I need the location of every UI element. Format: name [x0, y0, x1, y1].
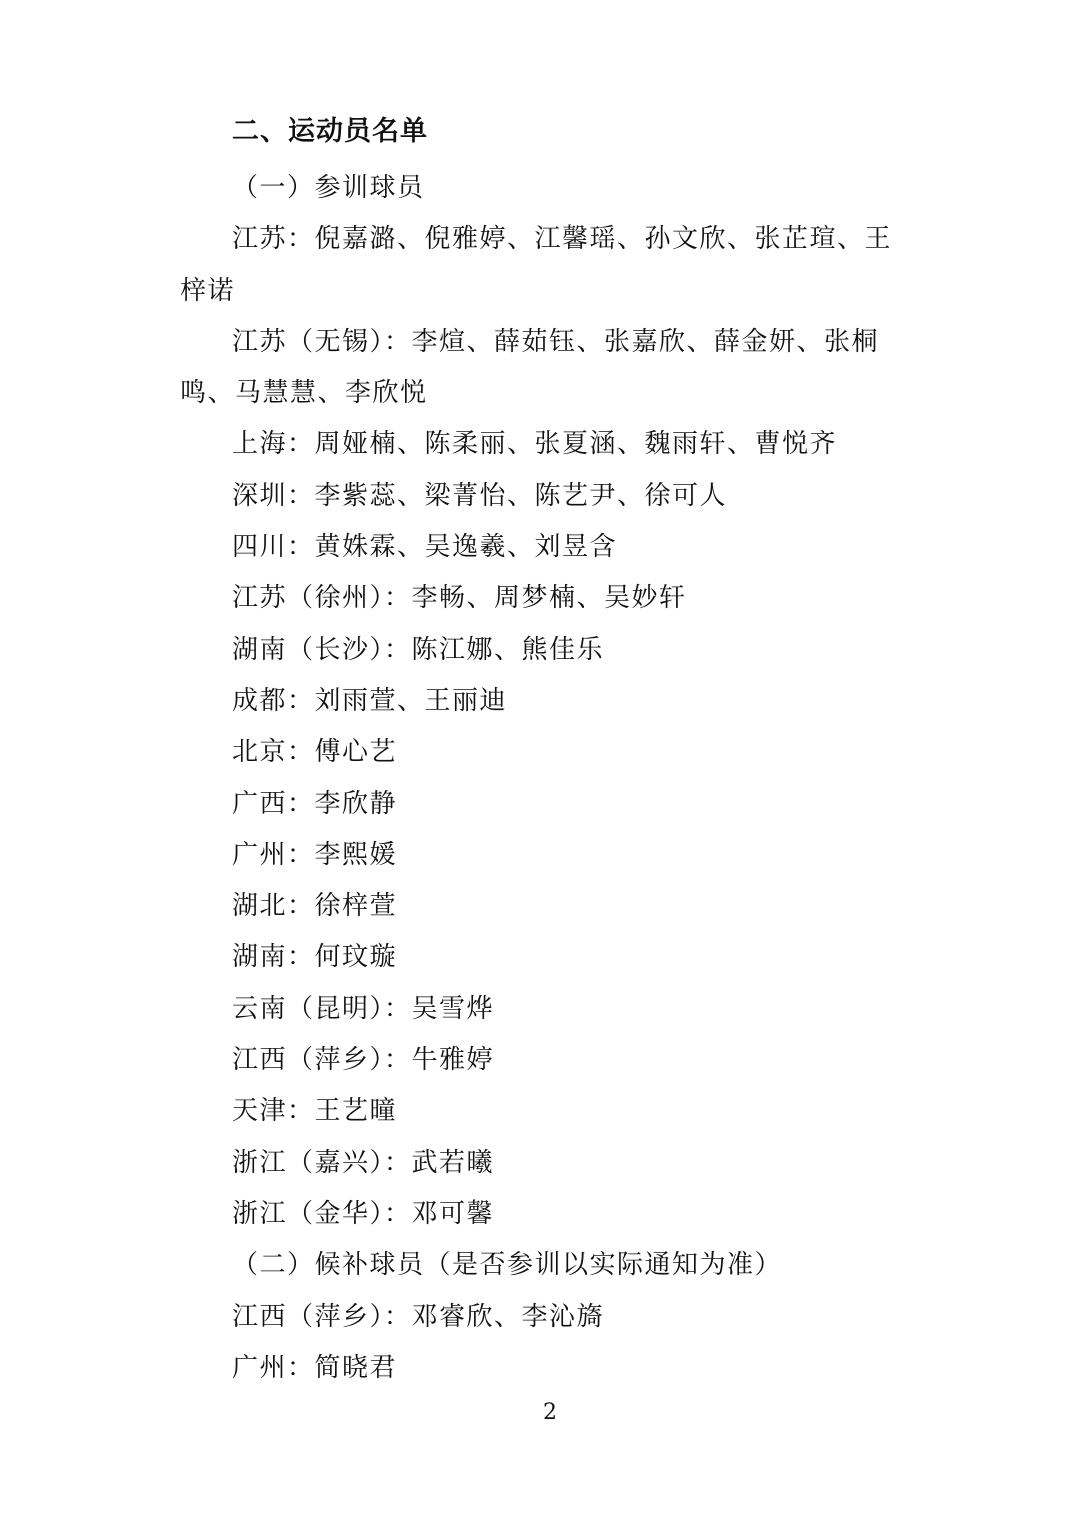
roster-line-hunan-changsha: 湖南（长沙）：陈江娜、熊佳乐: [232, 634, 605, 665]
roster-line-chengdu: 成都：刘雨萱、王丽迪: [232, 685, 508, 716]
roster-line-jiangsu-xuzhou: 江苏（徐州）：李畅、周梦楠、吴妙轩: [232, 583, 687, 614]
page-number: 2: [543, 1400, 557, 1425]
roster-line-sichuan: 四川：黄姝霖、吴逸羲、刘昱含: [232, 532, 618, 563]
roster-line-jiangsu-wuxi: 江苏（无锡）：李煊、薛茹钰、张嘉欣、薛金妍、张桐鸣、马慧慧、李欣悦: [180, 326, 880, 409]
athlete-list: [180, 163, 908, 1394]
roster-line-tianjin: 天津：王艺曈: [232, 1096, 398, 1127]
roster-line-guangxi: 广西：李欣静: [232, 788, 398, 819]
roster-line-jiangxi-pingxiang: 江西（萍乡）：牛雅婷: [232, 1045, 495, 1076]
roster-line-zhejiang-jiaxing: 浙江（嘉兴）：武若曦: [232, 1147, 495, 1178]
roster-line-shanghai: 上海：周娅楠、陈柔丽、张夏涵、魏雨轩、曹悦齐: [232, 429, 838, 460]
subsection-title-trainees: （一）参训球员: [232, 173, 425, 203]
roster-line-yunnan-kunming: 云南（昆明）：吴雪烨: [232, 993, 495, 1024]
roster-line-hubei: 湖北：徐梓萱: [232, 891, 398, 922]
roster-line-guangzhou: 广州：李熙媛: [232, 839, 398, 870]
alternate-line-jiangxi-pingxiang: 江西（萍乡）：邓睿欣、李沁旖: [232, 1301, 605, 1332]
roster-line-hunan: 湖南：何玟璇: [232, 942, 398, 973]
roster-line-beijing: 北京：傅心艺: [232, 737, 398, 768]
roster-line-jiangsu: 江苏：倪嘉潞、倪雅婷、江馨瑶、孙文欣、张芷瑄、王梓诺: [180, 224, 893, 306]
subsection-title-alternates: （二）候补球员（是否参训以实际通知为准）: [232, 1250, 783, 1281]
roster-line-shenzhen: 深圳：李紫蕊、梁菁怡、陈艺尹、徐可人: [232, 480, 728, 511]
section-heading: 二、运动员名单: [232, 116, 428, 147]
roster-line-zhejiang-jinhua: 浙江（金华）：邓可馨: [232, 1198, 495, 1229]
alternate-line-guangzhou: 广州：简晓君: [232, 1352, 398, 1383]
